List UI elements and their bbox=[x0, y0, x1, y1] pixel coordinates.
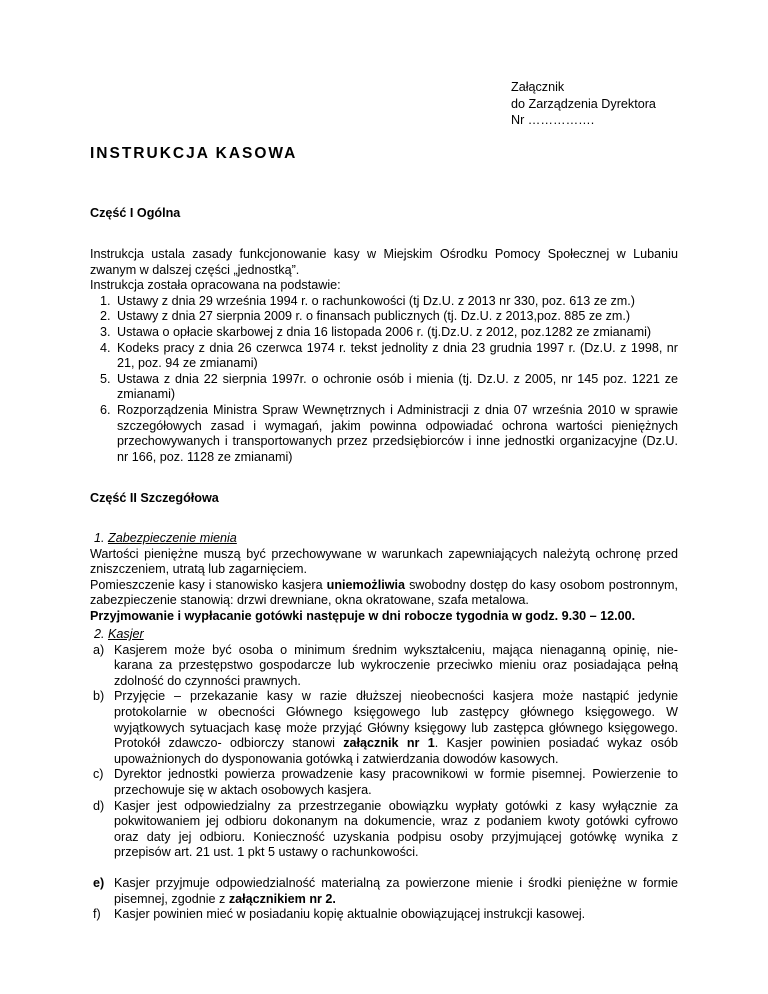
annex-number: Nr ……………. bbox=[511, 113, 595, 127]
part1-body bbox=[90, 247, 678, 465]
legal-basis-list bbox=[90, 294, 678, 466]
list-item: a) Kasjerem może być osoba o minimum średnim wykształceniu, mająca nienaganną opinię, nie- karana za przestępstwo gospodarcze lub wykroczenie przeciwko mieniu oraz posiadająca pełną zdolność do czynności prawnych. bbox=[93, 642, 678, 688]
list-item: 2. Ustawy z dnia 27 sierpnia 2009 r. o finansach publicznych (tj. Dz.U. z 2013,poz. 885 ze zm.) bbox=[100, 309, 631, 324]
section-1-paragraph: Wartości pieniężne muszą być przechowywane w warunkach zapewniających należytą ochronę przed zniszczeniem, utratą lub zagarnięciem. bbox=[90, 546, 678, 577]
list-item: 4. Kodeks pracy z dnia 26 czerwca 1974 r. tekst jednolity z dnia 23 grudnia 1997 r. (Dz.U. z 1998, nr 21, poz. 94 ze zmianami) bbox=[100, 340, 678, 371]
list-item: d) Kasjer jest odpowiedzialny za przestrzeganie obowiązku wypłaty gotówki z kasy wyłącznie za pokwitowaniem jej odbioru dokonanym na dokumencie, wraz z podaniem kwoty gotówki cyfrowo oraz daty jej odbioru. Konieczność uzyskania podpisu osoby przyjmującej gotówkę wynika z przepisów art. 21 ust. 1 pkt 5 ustawy o rachunkowości. bbox=[93, 798, 678, 860]
list-item: e) Kasjer przyjmuje odpowiedzialność materialną za powierzone mienie i środki pieniężne w formie pisemnej, zgodnie z załącznikiem nr 2. bbox=[93, 875, 678, 906]
section-2 bbox=[90, 627, 678, 923]
section-1 bbox=[90, 531, 678, 625]
list-item: b) Przyjęcie – przekazanie kasy w razie dłuższej nieobecności kasjera może nastąpić jedynie protokolarnie w obecności Głównego księgowego lub zastępcy głównego księgowego. W wyjątkowych sytuacjach kasę może przyjąć Główny księgowy lub zastępca głównego księgowego. Protokół zdawczo- odbiorczy stanowi załącznik nr 1. Kasjer powinien posiadać wykaz osób upoważnionych do dysponowania gotówką i zatwierdzania dowodów kasowych. bbox=[93, 689, 678, 766]
section-1-paragraph: Pomieszczenie kasy i stanowisko kasjera uniemożliwia swobodny dostęp do kasy osobom postronnym, zabezpieczenie stanowią: drzwi drewniane, okna okratowane, szafa metalowa. bbox=[90, 577, 678, 608]
annex-line: do Zarządzenia Dyrektora bbox=[511, 96, 656, 111]
part1-heading: Część I Ogólna bbox=[90, 206, 181, 220]
list-item: f) Kasjer powinien mieć w posiadaniu kopię aktualnie obowiązującej instrukcji kasowej. bbox=[93, 907, 586, 922]
annex-line: Załącznik bbox=[511, 80, 565, 94]
list-item: 3. Ustawa o opłacie skarbowej z dnia 16 listopada 2006 r. (tj.Dz.U. z 2012, poz.1282 ze zmianami) bbox=[100, 324, 652, 339]
list-item: 6. Rozporządzenia Ministra Spraw Wewnętrznych i Administracji z dnia 07 września 2010 w sprawie szczegółowych zasad i wymagań, jakim powinna odpowiadać ochrona wartości pieniężnych przechowywanych i transportowanych przez przedsiębiorców i inne jednostki organizacyjne (Dz.U. nr 166, poz. 1128 ze zmianami) bbox=[100, 402, 678, 464]
cash-hours: Przyjmowanie i wypłacanie gotówki następuje w dni robocze tygodnia w godz. 9.30 – 12.00. bbox=[90, 608, 636, 623]
part1-basis-label: Instrukcja została opracowana na podstawie: bbox=[90, 278, 341, 293]
list-item: c) Dyrektor jednostki powierza prowadzenie kasy pracownikowi w formie pisemnej. Powierzenie to przechowuje się w aktach osobowych kasjera. bbox=[93, 767, 678, 797]
part1-intro: Instrukcja ustala zasady funkcjonowanie kasy w Miejskim Ośrodku Pomocy Społecznej w Lubaniu zwanym w dalszej części „jednostką”. bbox=[90, 247, 678, 277]
annex-header bbox=[511, 79, 731, 129]
document-title: INSTRUKCJA KASOWA bbox=[90, 145, 298, 162]
section-1-heading: 1. Zabezpieczenie mienia bbox=[94, 531, 237, 545]
list-item: 5. Ustawa z dnia 22 sierpnia 1997r. o ochronie osób i mienia (tj. Dz.U. z 2005, nr 145 poz. 1221 ze zmianami) bbox=[100, 371, 678, 402]
part2-heading: Część II Szczegółowa bbox=[90, 491, 219, 505]
list-item: 1. Ustawy z dnia 29 września 1994 r. o rachunkowości (tj Dz.U. z 2013 nr 330, poz. 613 ze zm.) bbox=[100, 293, 635, 308]
cashier-list bbox=[90, 643, 678, 923]
section-2-heading: 2. Kasjer bbox=[94, 627, 144, 641]
